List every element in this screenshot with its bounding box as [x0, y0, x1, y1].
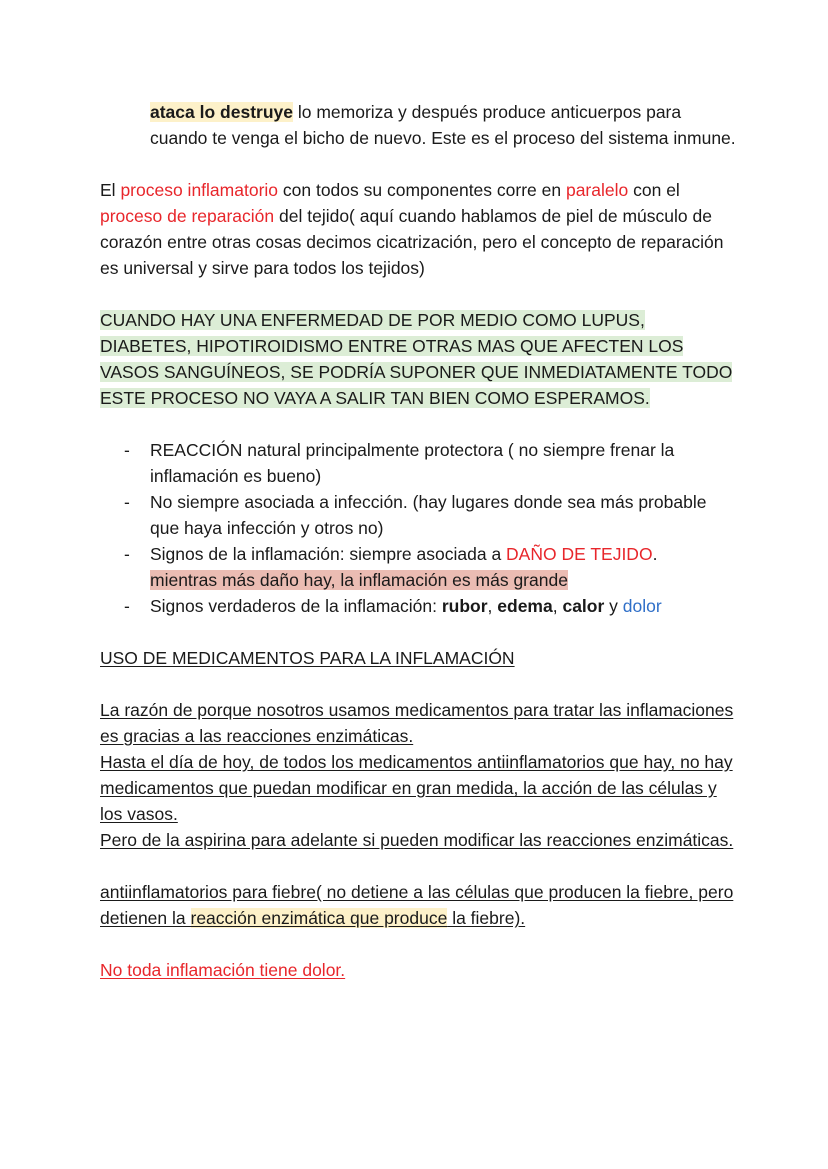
medication-paragraph-3: Pero de la aspirina para adelante si pueden modificar las reacciones enzimáticas.	[100, 830, 734, 850]
intro-text: lo memoriza y después produce anticuerpos para cuando te venga el bicho de nuevo. Este es el proceso del sistema inmune.	[150, 102, 736, 148]
text-run: y	[604, 596, 623, 616]
list-item	[100, 541, 740, 593]
intro-paragraph	[100, 99, 740, 151]
bold-term-rubor: rubor	[441, 596, 488, 616]
spacer	[100, 671, 740, 697]
dash-bullet-icon: -	[124, 544, 130, 564]
list-item-text: Signos de la inflamación: siempre asociada a	[150, 544, 507, 564]
pink-highlighted-text: mientras más daño hay, la inflamación es más grande	[150, 570, 568, 590]
closing-note: No toda inflamación tiene dolor.	[100, 960, 346, 980]
red-term-paralelo: paralelo	[565, 180, 629, 200]
text-run: ,	[552, 596, 563, 616]
text-run: ,	[487, 596, 498, 616]
text-run: la fiebre).	[447, 908, 526, 928]
inflammation-paragraph	[100, 177, 740, 281]
document-page	[100, 99, 740, 983]
red-term-dano-tejido: DAÑO DE TEJIDO	[506, 544, 653, 564]
spacer	[100, 411, 740, 437]
red-term-proceso-inflamatorio: proceso inflamatorio	[120, 180, 279, 200]
medication-paragraph-2: Hasta el día de hoy, de todos los medicamentos antiinflamatorios que hay, no hay medicamentos que puedan modificar en gran medida, la acción de las células y los vasos.	[100, 752, 733, 824]
fever-paragraph	[100, 879, 740, 931]
list-item-text: REACCIÓN natural principalmente protectora ( no siempre frenar la inflamación es bueno)	[150, 440, 675, 486]
list-item	[100, 593, 740, 619]
text-run: .	[652, 544, 658, 564]
spacer	[100, 619, 740, 645]
dash-bullet-icon: -	[124, 440, 130, 460]
spacer	[100, 151, 740, 177]
section-heading: USO DE MEDICAMENTOS PARA LA INFLAMACIÓN	[100, 648, 515, 668]
medication-paragraph-1: La razón de porque nosotros usamos medicamentos para tratar las inflamaciones es gracias a las reacciones enzimáticas.	[100, 700, 734, 746]
text-run: del tejido( aquí cuando hablamos de piel de músculo de corazón entre otras cosas decimos cicatrización, pero el concepto de reparación es universal y sirve para todos los tejidos)	[100, 206, 724, 278]
text-run: con el	[628, 180, 680, 200]
dash-bullet-icon: -	[124, 596, 130, 616]
yellow-highlighted-text: reacción enzimática que produce	[190, 908, 448, 928]
text-run: El	[100, 180, 121, 200]
spacer	[100, 853, 740, 879]
warning-paragraph	[100, 307, 740, 411]
bold-term-calor: calor	[562, 596, 605, 616]
dash-bullet-icon: -	[124, 492, 130, 512]
list-item	[100, 437, 740, 489]
text-run: antiinflamatorios para fiebre( no detiene a las células que producen la fiebre, pero detienen la	[100, 882, 734, 928]
highlighted-bold-text: ataca lo destruye	[150, 102, 293, 122]
list-item-text: Signos verdaderos de la inflamación:	[150, 596, 442, 616]
red-term-proceso-reparacion: proceso de reparación	[100, 206, 275, 226]
text-run: con todos su componentes corre en	[278, 180, 566, 200]
bullet-list	[100, 437, 740, 619]
blue-term-dolor: dolor	[622, 596, 662, 616]
list-item-text: No siempre asociada a infección. (hay lugares donde sea más probable que haya infección y otros no)	[150, 492, 707, 538]
spacer	[100, 931, 740, 957]
bold-term-edema: edema	[497, 596, 553, 616]
list-item	[100, 489, 740, 541]
green-highlighted-warning: CUANDO HAY UNA ENFERMEDAD DE POR MEDIO COMO LUPUS, DIABETES, HIPOTIROIDISMO ENTRE OTRAS MAS QUE AFECTEN LOS VASOS SANGUÍNEOS, SE PODRÍA SUPONER QUE INMEDIATAMENTE TODO ESTE PROCESO NO VAYA A SALIR TAN BIEN COMO ESPERAMOS.	[100, 310, 733, 408]
spacer	[100, 281, 740, 307]
